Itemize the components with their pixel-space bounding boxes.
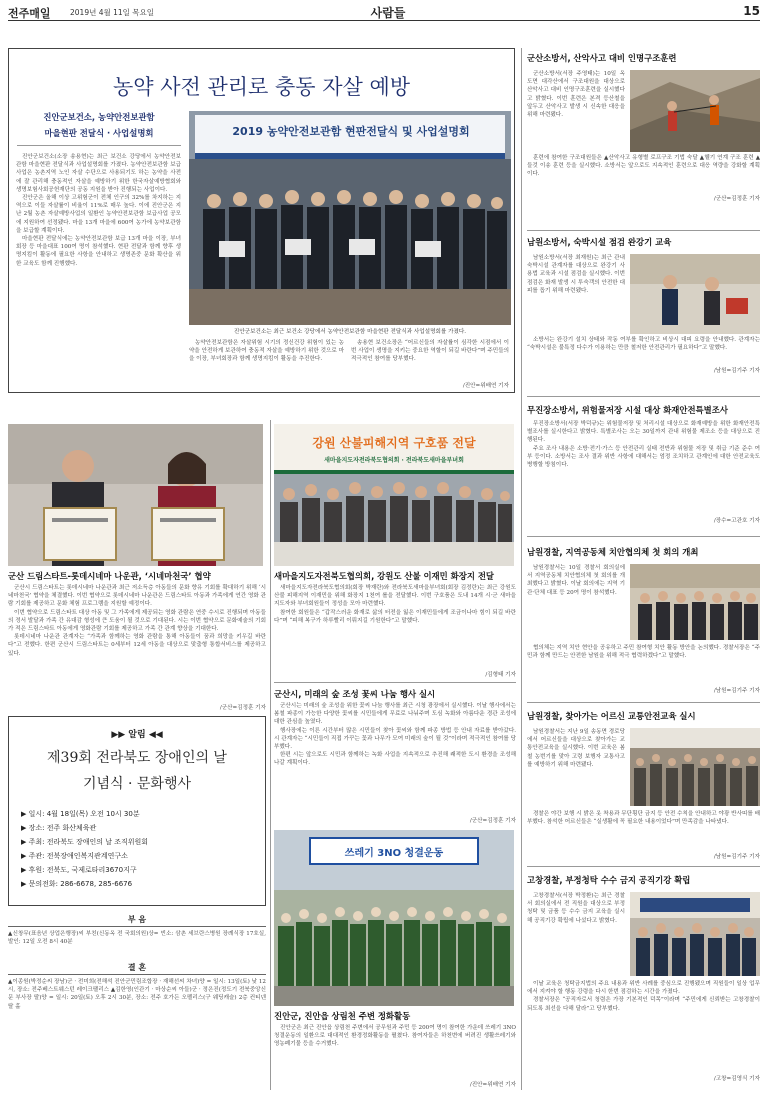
notice-item-sponsor: ▶ 후원: 전북도, 국제로타리3670지구: [21, 866, 137, 874]
right-story-5-body-a: 남원경찰서는 지난 9일 송동면 경로당에서 어르신들을 대상으로 찾아가는 교통안전교육을 실시했다. 이번 교육은 봄철 농번기를 맞아 고령 보행자 교통사고를 예방하기 위해 마련됐다.: [527, 729, 625, 768]
header-rule: [8, 20, 760, 21]
right-rule-1: [527, 230, 760, 231]
traffic-class-photo-scene: [630, 728, 760, 806]
right-story-1-body-b: 훈련에 참여한 구조대원들은 ▲산악사고 유형별 로프구조 기법 숙달 ▲헬기 연계 구조 훈련 ▲들것 이송 훈련 등을 실시했다. 소방서는 앞으로도 지속적인 훈련으로 대응 역량을 강화할 계획이다.: [527, 155, 760, 178]
mou-photo-scene: [8, 424, 263, 566]
lead-photo-scene: [189, 111, 511, 325]
cleanup-banner: 쓰레기 3NO 청결운동: [344, 848, 444, 859]
council-photo-scene: [630, 564, 760, 640]
right-rule-5: [527, 866, 760, 867]
page-number: 15: [743, 4, 760, 18]
right-story-2-photo: [630, 254, 760, 334]
lead-body-col3: 송용현 보건소장은 “어르신들의 자살률이 심각한 시점에서 이번 사업이 생명을 지키는 중요한 역할이 되길 바란다”며 주민들의 적극적인 참여를 당부했다.: [351, 340, 509, 363]
right-story-6-body-a: 고창경찰서(서장 박정환)는 최근 경찰서 회의실에서 전 직원을 대상으로 부정청탁 및 금품 등 수수 금지 교육을 실시해 공직기강 확립에 나섰다고 밝혔다.: [527, 893, 625, 924]
right-story-2-body-a: 남원소방서(서장 최재원)는 최근 관내 숙박시설 관계자를 대상으로 완강기 사용법 교육과 시설 점검을 실시했다. 이번 점검은 화재 발생 시 투숙객의 안전한 대피를 돕기 위해 마련됐다.: [527, 255, 625, 294]
right-story-2-body-b: 소방서는 완강기 설치 상태와 작동 여부를 확인하고 비상시 대피 요령을 안내했다. 관계자는 “숙박시설은 불특정 다수가 이용하는 만큼 철저한 안전관리가 필요하다”고 말했다.: [527, 337, 760, 352]
mou-byline: /군산=김정훈 기자: [219, 705, 266, 711]
cleanup-byline: /진안=위배연 기자: [469, 1082, 516, 1088]
mou-photo: [8, 424, 263, 566]
right-story-1-body-a: 군산소방서(서장 주영태)는 10일 옥도면 대각산에서 구조대원을 대상으로 산악사고 대비 인명구조훈련을 실시했다고 밝혔다. 이번 훈련은 본격 등산철을 앞두고 산악사고 발생 시 신속한 대응을 위해 마련됐다.: [527, 71, 625, 119]
right-story-5-body-b: 경찰은 야간 보행 시 밝은 옷 착용과 무단횡단 금지 등 안전 수칙을 안내하고 야광 반사띠를 배부했다. 참석한 어르신들은 “실생활에 꼭 필요한 내용이었다”며 만족감을 나타냈다.: [527, 811, 760, 826]
wedding-rule: [8, 974, 266, 975]
column-divider-left: [270, 420, 271, 1090]
right-story-5-title: 남원경찰, 찾아가는 어르신 교통안전교육 실시: [527, 711, 696, 721]
lead-headline: 농약 사전 관리로 충동 자살 예방: [112, 75, 411, 99]
flower-body: 군산시는 미래의 숲 조성을 위한 꽃씨 나눔 행사를 최근 시청 광장에서 실시했다. 이날 행사에서는 봄철 파종이 가능한 다양한 꽃씨를 시민들에게 무료로 나눠주며 도심 녹화와 아름다운 경관 조성에 대한 관심을 높였다. 행사장에는 이른 시간부터 많은 시민들이 찾아 꽃씨와 함께 파종 방법 등 안내 자료를 받아갔다. 시 관계자는 “시민들이 직접 가꾸는 꽃과 나무가 모여 미래의 숲이 될 것”이라며 적극적인 참여를 당부했다. 한편 시는 앞으로도 시민과 함께하는 녹화 사업을 지속적으로 추진해 쾌적한 도시 환경을 조성해 나갈 계획이다.: [274, 703, 516, 767]
right-story-4-byline: /남원=김기주 기자: [713, 688, 760, 694]
lead-subhead-1: 진안군보건소, 농약안전보관함: [43, 112, 155, 122]
rescue-photo-scene: [630, 70, 760, 152]
notice-title-1: 제39회 전라북도 장애인의 날: [47, 750, 227, 766]
relief-title: 새마을지도자전북도협의회, 강원도 산불 이재민 화장지 전달: [274, 571, 495, 581]
right-story-3-body: 무진장소방서(서장 박덕규)는 위험물저장 및 처리시설 대상으로 화재예방을 위한 화재안전특별조사를 실시한다고 밝혔다. 특별조사는 오는 30일까지 관내 위험물 제조소 등을 대상으로 진행된다. 주요 조사 내용은 소방·전기·가스 등 안전관리 실태 전반과 위험물 저장 및 취급 기준 준수 여부 등이다. 소방서는 조사 결과 위반 사항에 대해서는 엄정 조치하고 관계인에 대한 안전교육도 병행할 방침이다.: [527, 421, 760, 469]
right-story-2-title: 남원소방서, 숙박시설 점검 완강기 교육: [527, 237, 672, 247]
right-story-6-photo: [630, 892, 760, 976]
notice-title-2: 기념식 · 문화행사: [82, 776, 192, 792]
inspection-photo-scene: [630, 254, 760, 334]
lead-body-col2: 농약안전보관함은 자살위험 시기의 정신건강 위험이 있는 농약을 안전하게 보관하여 충동적 자살을 예방하기 위한 것으로 마을 이장, 부녀회장과 함께 생명지킴이 활동을 추진한다.: [189, 340, 344, 363]
relief-banner-sub: 새마을지도자전라북도협의회 · 전라북도새마을부녀회: [324, 457, 464, 464]
flower-title: 군산시, 미래의 숲 조성 꽃씨 나눔 행사 실시: [274, 689, 436, 699]
lead-byline: /진안=위배연 기자: [462, 383, 509, 389]
flower-rule: [274, 682, 516, 683]
notice-item-host: ▶ 주최: 전라북도 장애인의 날 조직위원회: [21, 838, 149, 846]
newspaper-logo: 전주매일: [8, 7, 51, 20]
right-story-6-body-b: 이날 교육은 청탁금지법의 주요 내용과 위반 사례를 중심으로 진행됐으며 직원들이 일상 업무에서 지켜야 할 행동 강령을 다시 한번 점검하는 시간을 가졌다. 경찰서장은 “공직자로서 청렴은 가장 기본적인 덕목”이라며 “주민에게 신뢰받는 고창경찰이 되도록 최선을 다해 달라”고 당부했다.: [527, 981, 760, 1012]
obituary-heading: 부 음: [127, 915, 147, 924]
police-meeting-photo-scene: [630, 892, 760, 976]
cleanup-body: 진안군은 최근 진안읍 상림천 주변에서 공무원과 주민 등 200여 명이 참여한 가운데 쓰레기 3NO 청결운동의 일환으로 대대적인 환경정화활동을 펼쳤다. 참여자들은 하천변에 버려진 생활쓰레기와 영농폐기물 등을 수거했다.: [274, 1025, 516, 1048]
right-story-4-body-b: 협의체는 지역 치안 현안을 공유하고 주민 참여형 치안 활동 방안을 논의했다. 경찰서장은 “주민과 함께 만드는 안전한 남원을 위해 적극 협력하겠다”고 말했다.: [527, 645, 760, 660]
right-story-3-byline: /장수=고관호 기자: [713, 518, 760, 524]
relief-body: 새마을지도자전라북도협의회(회장 박재란)와 전라북도새마을부녀회(회장 김정란)는 최근 강원도 산불 피해지역 이재민을 위해 화장지 1천여 롤을 전달했다. 이번 구호품은 도내 14개 시·군 새마을지도자와 부녀회원들이 정성을 모아 마련했다. 참여한 회원들은 “갑작스러운 화재로 삶의 터전을 잃은 이재민들에게 조금이나마 힘이 되길 바란다”며 “피해 복구가 하루빨리 이뤄지길 기원한다”고 말했다.: [274, 585, 516, 624]
obituary-rule: [8, 926, 266, 927]
right-story-6-title: 고창경찰, 부정청탁 수수 금지 공직기강 확립: [527, 875, 691, 885]
wedding-text: ▲이종원(박정순씨 장남)군 · 전미희(전해석 진안군민림조합장 · 재해선씨 차녀)양 = 일시: 13일(토) 낮 12시, 장소: 전주베스트웨스턴 레이크팰리스 ▲김한영(인관기 · 마상순씨 아들)군 · 정은진(정도기 전북중앙신문 부사장 딸)양 = 일시: 20일(토) 오후 2시 30분, 장소: 전주 호가든 오펠리스(구 웨딩캐슬) 2층 컨티넨탈 홀: [8, 979, 266, 1010]
subhead-rule: [17, 145, 181, 146]
lead-story: [8, 48, 515, 393]
right-rule-3: [527, 536, 760, 537]
right-story-1-photo: [630, 70, 760, 152]
notice-box: [8, 716, 266, 906]
relief-photo: [274, 424, 514, 566]
column-divider-right: [521, 48, 522, 1090]
mou-body: 군산시 드림스타트는 롯데시네마 나운관과 최근 저소득층 아동들의 문화 향유 기회를 확대하기 위해 ‘시네마천국’ 협약을 체결했다. 이번 협약으로 롯데시네마 나운관은 드림스타트 아동과 가족에게 연간 영화 관람 기회를 제공하고 문화 체험 프로그램을 지원할 예정이다. 이번 협약으로 드림스타트 대상 아동 및 그 가족에게 제공되는 영화 관람은 연중 수시로 진행되며 아동들의 정서 발달과 가족 간 유대감 형성에 큰 도움이 될 것으로 기대된다. 시는 이번 협약으로 문화예술의 기회가 적은 드림스타트 아동에게 영화관람 기회를 제공하고 가족 간 관계 향상을 기대한다. 롯데시네마 나운관 관계자는 “가족과 함께하는 영화 관람을 통해 아동들이 꿈과 희망을 키우길 바란다”고 전했다. 한편 군산시 드림스타트는 0세부터 12세 아동을 대상으로 맞춤형 통합서비스를 제공하고 있다.: [8, 585, 266, 657]
lead-photo-caption: 진안군보건소는 최근 보건소 강당에서 농약안전보관함 마을현판 전달식과 사업설명회를 가졌다.: [233, 329, 467, 335]
right-rule-2: [527, 396, 760, 397]
page-header: [8, 4, 760, 20]
right-story-5-byline: /남원=김기주 기자: [713, 854, 760, 860]
section-title: 사람들: [370, 6, 406, 20]
right-story-2-byline: /남원=김기주 기자: [713, 368, 760, 374]
notice-item-date: ▶ 일시: 4월 18일(목) 오전 10시 30분: [21, 810, 140, 818]
right-story-4-body-a: 남원경찰서는 10일 경찰서 회의실에서 지역공동체 치안협의체 첫 회의를 개최했다고 밝혔다. 이날 회의에는 지역 기관·단체 대표 등 20여 명이 참석했다.: [527, 565, 625, 596]
issue-date: 2019년 4월 11일 목요일: [70, 8, 155, 17]
right-story-3-title: 무진장소방서, 위험물저장 시설 대상 화재안전특별조사: [527, 405, 728, 415]
wedding-heading: 결 혼: [127, 963, 147, 972]
cleanup-photo: [274, 830, 514, 1006]
right-story-5-photo: [630, 728, 760, 806]
mou-title: 군산 드림스타트-롯데시네마 나운관, ‘시네마천국’ 협약: [8, 571, 211, 581]
obituary-text: ▲신창무(표음년 상업은행장)씨 부친(신동옥 전 국회의원)상= 빈소: 삼촌 세브란스병원 장례식장 17호실, 발인: 12일 오전 8시 40분: [8, 931, 266, 946]
right-story-4-title: 남원경찰, 지역공동체 치안협의체 첫 회의 개최: [527, 547, 699, 557]
relief-banner-main: 강원 산불피해지역 구호품 전달: [312, 436, 476, 450]
cleanup-title: 진안군, 진안읍 상림천 주변 정화활동: [274, 1011, 411, 1021]
notice-item-organizer: ▶ 주관: 전북장애인복지관계연구소: [21, 852, 128, 860]
right-story-6-byline: /고창=김영식 기자: [713, 1076, 760, 1082]
notice-label: ▶▶ 알림 ◀◀: [111, 730, 163, 740]
lead-body-col1: 진안군보건소(소장 송용현)는 최근 보건소 강당에서 농약안전보관함 마을현판 전달식과 사업설명회를 가졌다. 농약안전보관함 보급사업은 농촌지역 노인 자살 수단으로 사용되기도 하는 농약을 사전에 잘 관리해 충동적인 자살을 예방하기 위한 한국자살예방협회와 생명보험사회공헌재단의 공동 지원을 받아 진행되는 사업이다. 진안군은 올해 이상 고위험군이 전체 인구의 32%를 차지하는 지역으로 이들 자살률이 비율이 11%로 매우 높다. 이에 진안군은 지난 2월 농촌 자살예방사업의 일환인 농약안전보관함 보급사업 공모에 지원하여 선정됐다. 마을 13개 마을에 600여 농가에 농약보관함을 보급할 계획이다. 마을현판 전달식에는 농약안전보관함 보급 13개 마을 이장, 부녀회장 등 마을대표 100여 명이 참석했다. 현판 전달과 함께 향후 생명지킴이 활동에 필요한 사항을 안내하고 생명존중 문화 확산을 위한 교육도 함께 진행했다.: [16, 154, 181, 267]
relief-byline: /김형태 기자: [485, 672, 516, 678]
lead-photo-banner: 2019 농약안전보관함 현판전달식 및 사업설명회: [232, 125, 470, 138]
flower-byline: /군산=김정훈 기자: [469, 818, 516, 824]
notice-item-contact: ▶ 문의전화: 286-6678, 285-6676: [21, 880, 133, 888]
right-story-1-byline: /군산=김정훈 기자: [713, 196, 760, 202]
lead-photo: [189, 111, 511, 325]
notice-item-venue: ▶ 장소: 전주 화산체육관: [21, 824, 97, 832]
right-story-1-title: 군산소방서, 산악사고 대비 인명구조훈련: [527, 53, 677, 63]
right-story-4-photo: [630, 564, 760, 640]
right-rule-4: [527, 702, 760, 703]
lead-subhead-2: 마을현판 전달식 · 사업설명회: [44, 128, 154, 138]
